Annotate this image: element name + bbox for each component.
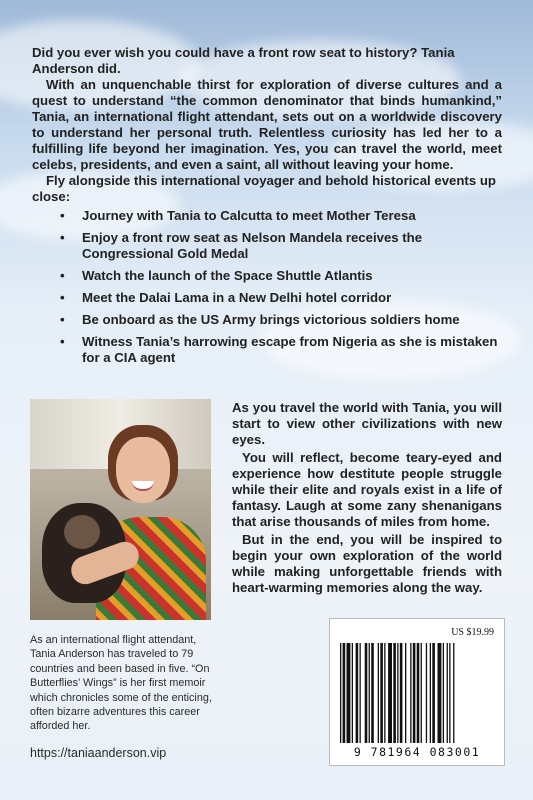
- blurb-intro: Did you ever wish you could have a front row seat to history? Tania Anderson did.: [32, 45, 455, 76]
- author-website: https://taniaanderson.vip: [30, 746, 167, 760]
- bullet-icon: •: [60, 334, 65, 349]
- blurb-paragraph: With an unquenchable thirst for exploration of diverse cultures and a quest to understand “the common denominator that binds humankind,” Tania, an international flight attendant, sets out on a worldwide discovery to understand her personal truth. Relentless curiosity has led her to a fulfilling life beyond her imagination. Yes, you can travel the world, meet celebs, presidents, and even a saint, all without leaving your home.: [32, 77, 502, 172]
- blurb-lead-in: Fly alongside this international voyager and behold historical events up close:: [32, 173, 496, 204]
- price-label: US $19.99: [451, 627, 494, 638]
- bullet-icon: •: [60, 312, 65, 327]
- list-item: • Meet the Dalai Lama in a New Delhi hotel corridor: [60, 290, 392, 305]
- isbn-number: 9 781964 083001: [353, 745, 481, 759]
- list-item: • Watch the launch of the Space Shuttle Atlantis: [60, 268, 373, 283]
- barcode-box: [329, 618, 505, 766]
- author-photo: [30, 399, 211, 620]
- bullet-icon: •: [60, 208, 65, 223]
- list-item: • Witness Tania’s harrowing escape from Nigeria as she is mistaken for a CIA agent: [60, 334, 498, 365]
- bullet-icon: •: [60, 268, 65, 283]
- closing-paragraph: As you travel the world with Tania, you will start to view other civilizations with new eyes.: [232, 400, 502, 447]
- list-item: • Journey with Tania to Calcutta to meet Mother Teresa: [60, 208, 416, 223]
- bullet-icon: •: [60, 290, 65, 305]
- bullet-icon: •: [60, 230, 65, 245]
- closing-text: [232, 400, 502, 598]
- cover-blurb: [32, 45, 502, 372]
- closing-paragraph: You will reflect, become teary-eyed and experience how destitute people struggle while their elite and royals exist in a life of fantasy. Laugh at some zany shenanigans that arise thousands of miles from home.: [232, 450, 502, 529]
- barcode-bars: [340, 643, 494, 743]
- author-bio: As an international flight attendant, Tania Anderson has traveled to 79 countries and been based in five. “On Butterflies’ Wings” is her first memoir which chronicles some of the enticing, often bizarre adventures this career afforded her.: [30, 634, 212, 733]
- highlights-list: [32, 208, 502, 366]
- closing-paragraph: But in the end, you will be inspired to begin your own exploration of the world while making unforgettable friends with heart-warming memories along the way.: [232, 532, 502, 595]
- list-item: • Enjoy a front row seat as Nelson Mandela receives the Congressional Gold Medal: [60, 230, 423, 261]
- list-item: • Be onboard as the US Army brings victorious soldiers home: [60, 312, 460, 327]
